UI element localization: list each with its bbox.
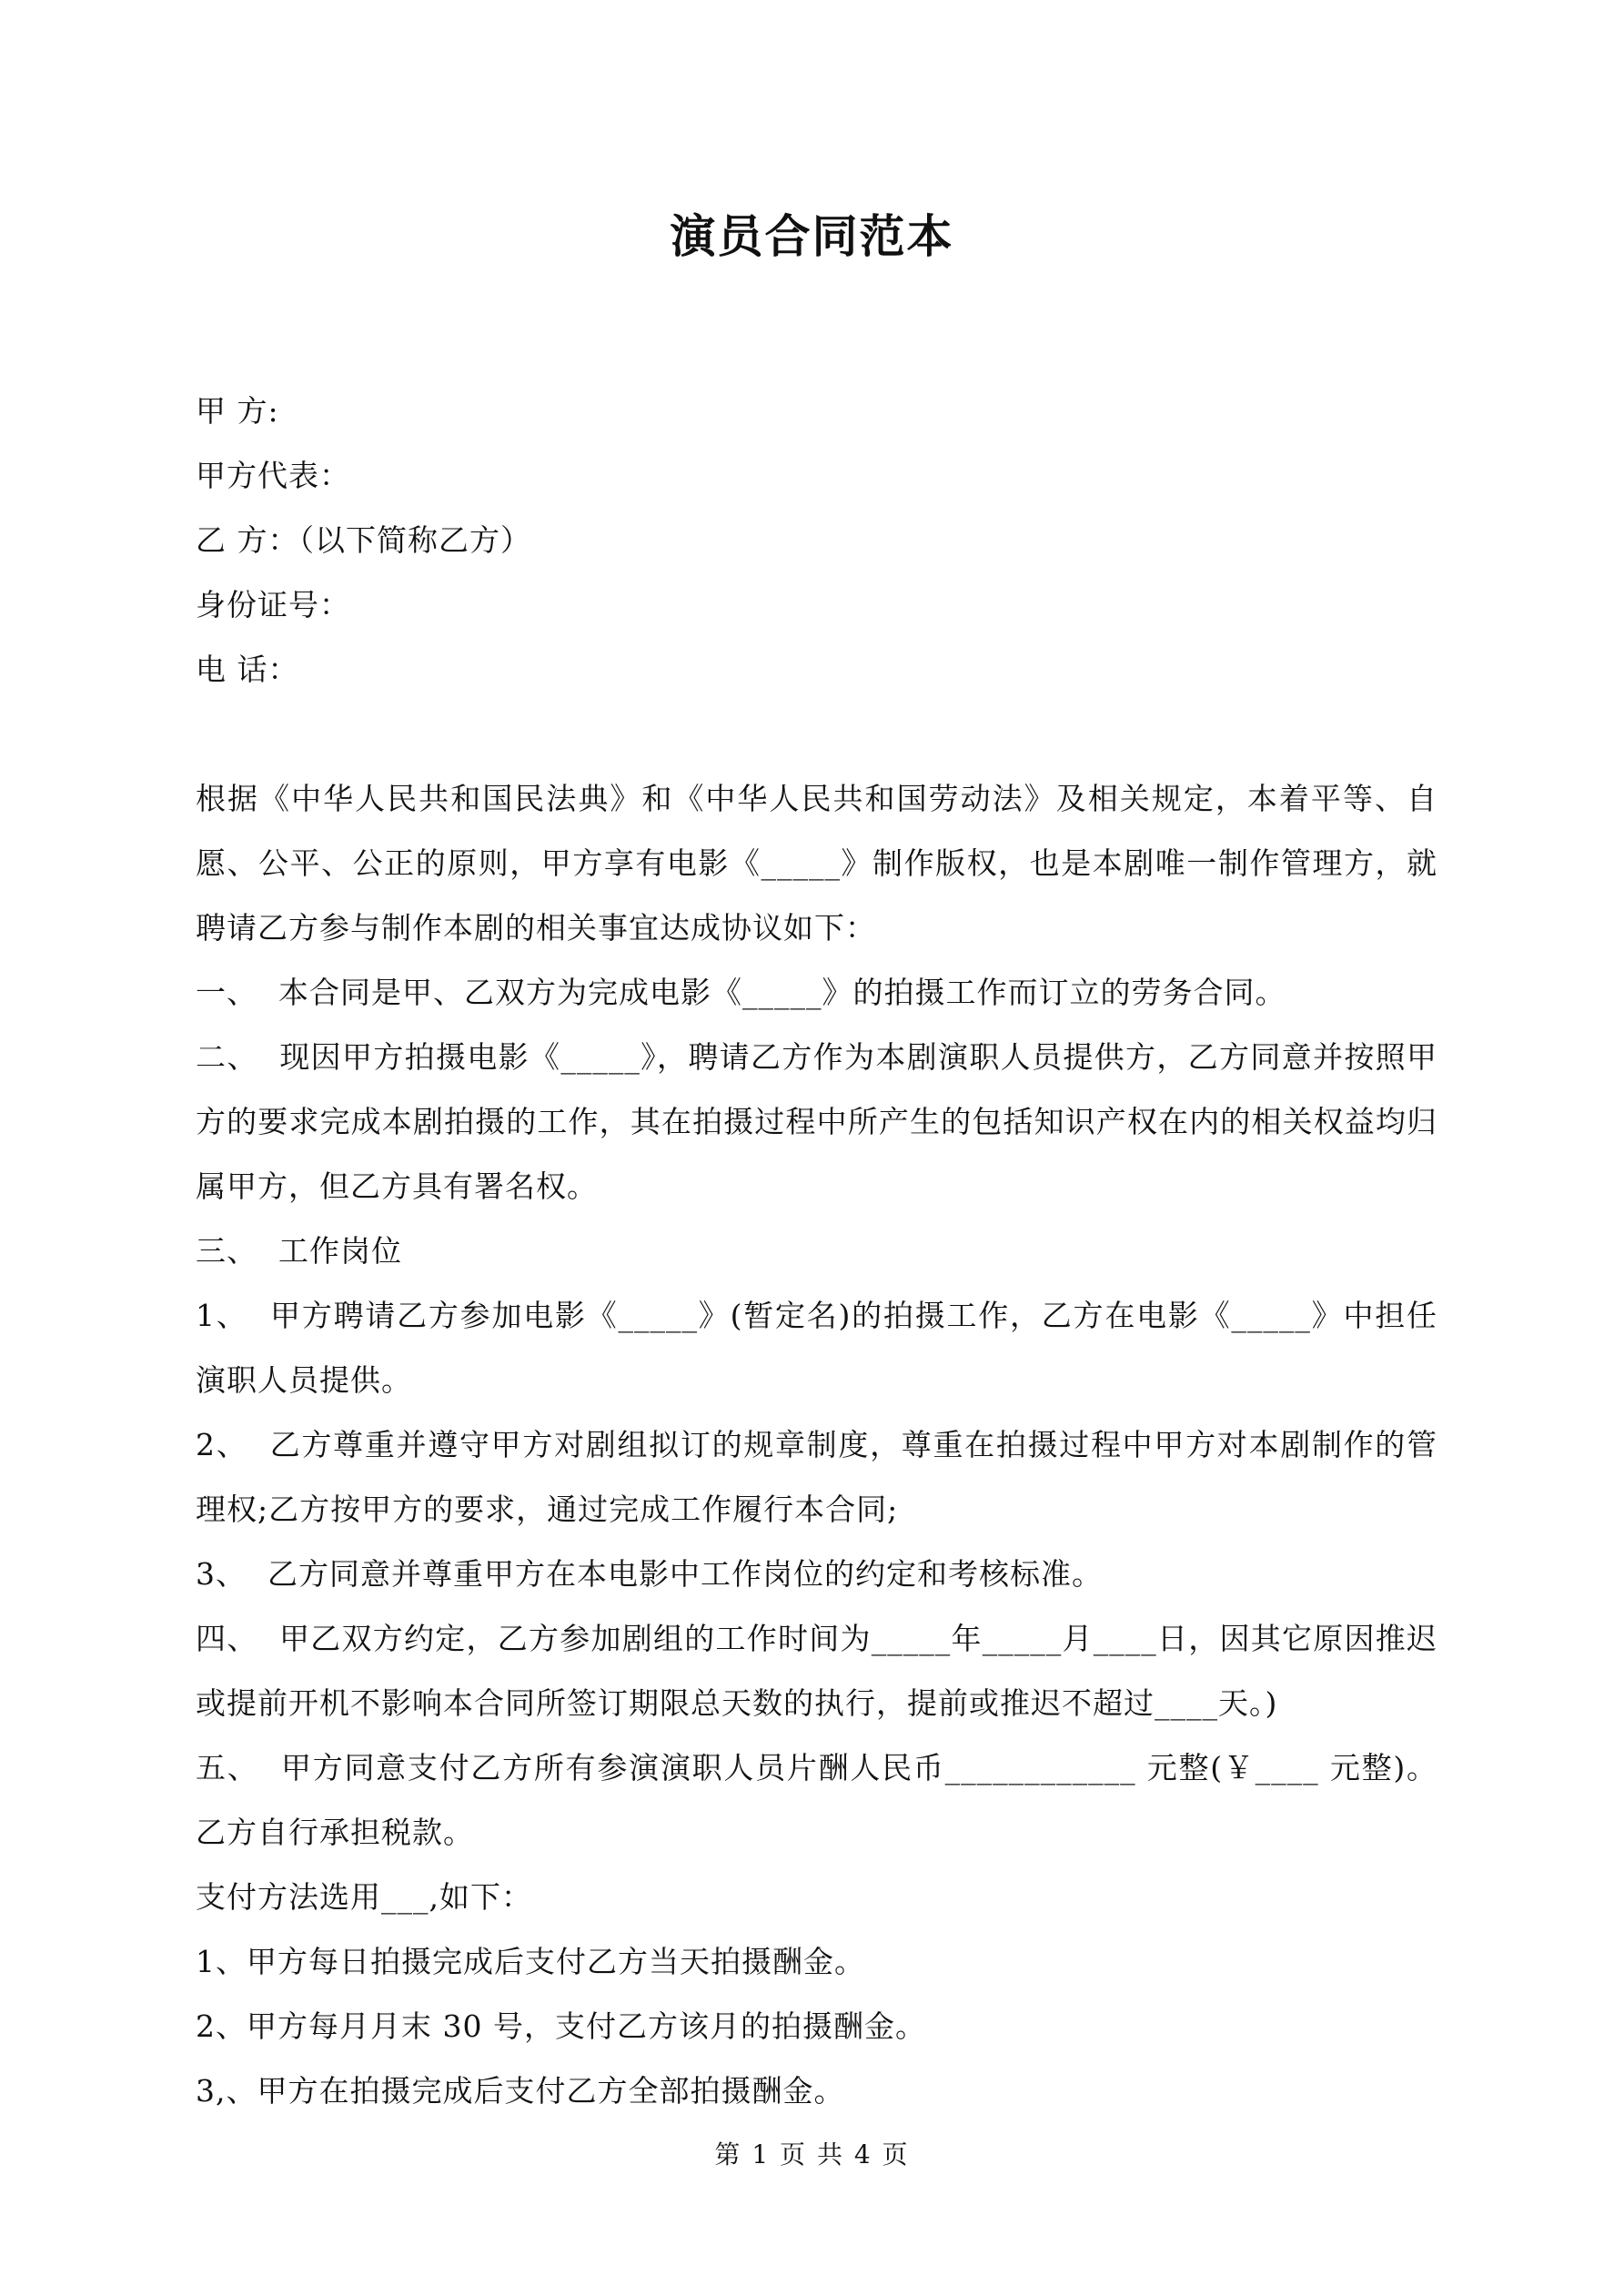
party-a-field: 甲 方: (196, 393, 279, 429)
payment-option-2: 2、甲方每月月末 30 号，支付乙方该月的拍摄酬金。 (196, 2008, 926, 2044)
party-info-block (196, 379, 1437, 702)
clause-3-heading: 三、 工作岗位 (196, 1233, 402, 1269)
preamble-paragraph: 根据《中华人民共和国民法典》和《中华人民共和国劳动法》及相关规定，本着平等、自愿、公平、公正的原则，甲方享有电影《_____》制作版权，也是本剧唯一制作管理方，就聘请乙方参与制作本剧的相关事宜达成协议如下： (196, 781, 1437, 946)
id-number-field: 身份证号： (196, 587, 350, 622)
clause-5: 五、 甲方同意支付乙方所有参演演职人员片酬人民币____________ 元整(￥____ 元整)。乙方自行承担税款。 (196, 1750, 1437, 1850)
clause-3-item-2: 2、 乙方尊重并遵守甲方对剧组拟订的规章制度，尊重在拍摄过程中甲方对本剧制作的管理权;乙方按甲方的要求，通过完成工作履行本合同; (196, 1427, 1437, 1527)
page-number-footer: 第 1 页 共 4 页 (714, 2139, 910, 2170)
payment-option-1: 1、甲方每日拍摄完成后支付乙方当天拍摄酬金。 (196, 1944, 865, 1979)
clause-2: 二、 现因甲方拍摄电影《_____》，聘请乙方作为本剧演职人员提供方，乙方同意并按照甲方的要求完成本剧拍摄的工作，其在拍摄过程中所产生的包括知识产权在内的相关权益均归属甲方，但乙方具有署名权。 (196, 1039, 1437, 1204)
clause-4: 四、 甲乙双方约定，乙方参加剧组的工作时间为_____年_____月____日，因其它原因推迟或提前开机不影响本合同所签订期限总天数的执行，提前或推迟不超过____天。) (196, 1621, 1437, 1721)
clause-3-item-1: 1、 甲方聘请乙方参加电影《_____》(暂定名)的拍摄工作，乙方在电影《_____》中担任演职人员提供。 (196, 1298, 1437, 1398)
party-b-field: 乙 方：（以下简称乙方） (196, 522, 531, 558)
section-spacer (196, 702, 1437, 766)
clause-3-item-3: 3、 乙方同意并尊重甲方在本电影中工作岗位的约定和考核标准。 (196, 1556, 1103, 1592)
clause-1: 一、 本合同是甲、乙双方为完成电影《_____》的拍摄工作而订立的劳务合同。 (196, 975, 1286, 1010)
contract-clauses (196, 766, 1437, 2123)
payment-option-3: 3,、甲方在拍摄完成后支付乙方全部拍摄酬金。 (196, 2073, 845, 2109)
payment-method-intro: 支付方法选用___,如下： (196, 1879, 532, 1915)
document-body (196, 379, 1437, 2123)
document-title: 演员合同范本 (670, 209, 954, 263)
phone-field: 电 话： (196, 652, 299, 687)
party-a-representative-field: 甲方代表： (196, 458, 350, 493)
